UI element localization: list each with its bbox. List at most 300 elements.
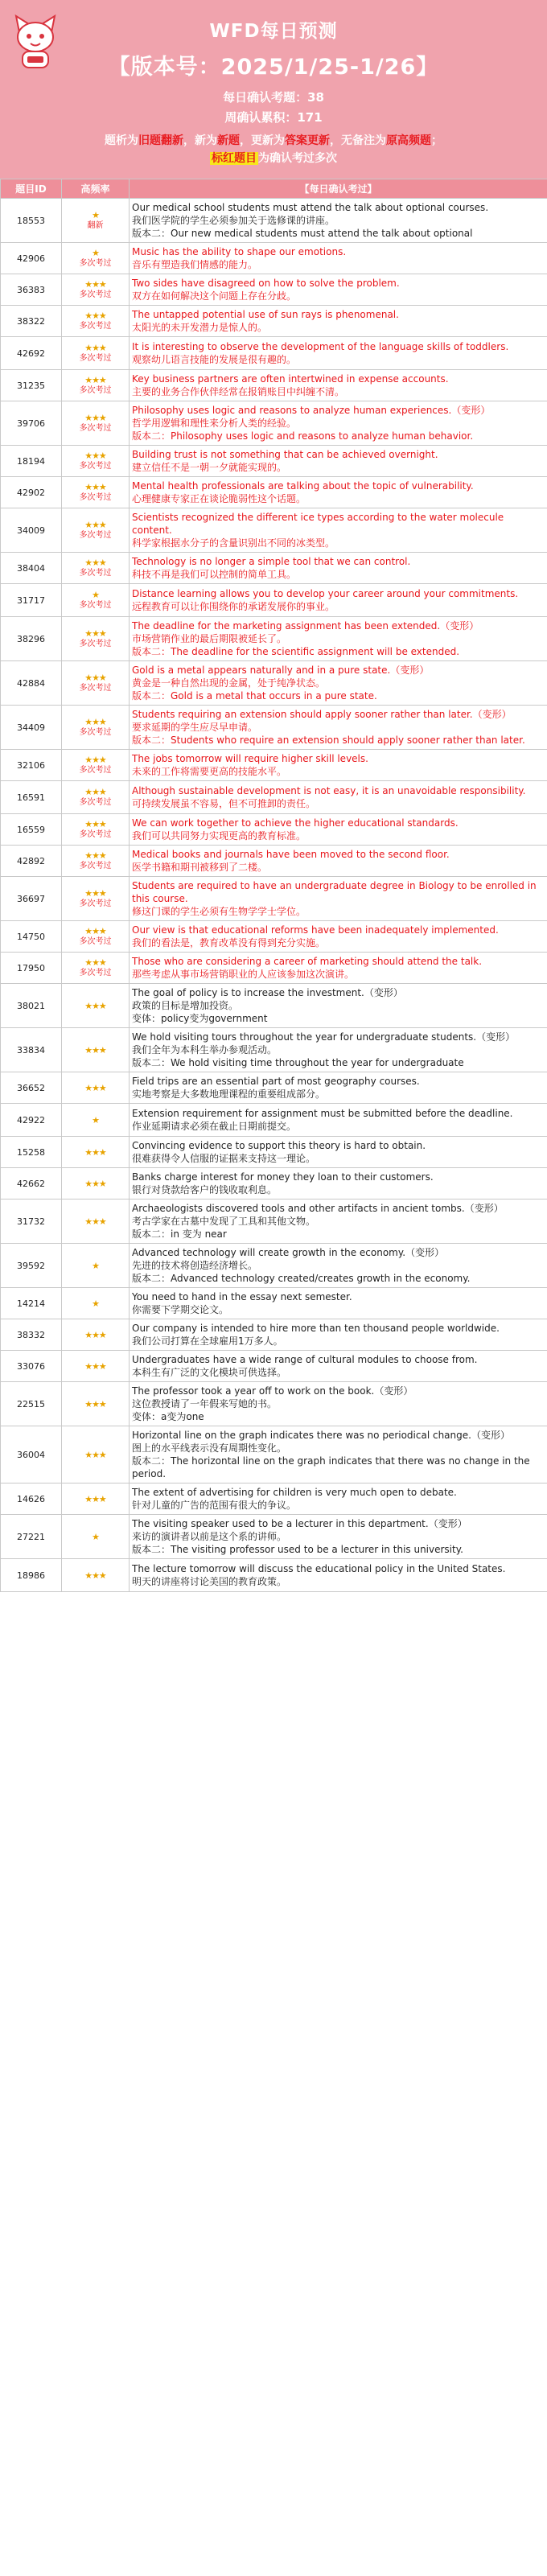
table-row (1, 477, 547, 508)
english-sentence: Extension requirement for assignment must be submitted before the deadline. (132, 1108, 513, 1119)
version-note: 版本二：Our new medical students must attend the talk about optional (132, 228, 473, 239)
sentence-cell (130, 306, 547, 337)
english-sentence: Students are required to have an undergraduate degree in Biology to be enrolled in this course. (132, 880, 537, 904)
question-id: 18553 (1, 199, 62, 243)
frequency-cell (62, 370, 130, 401)
question-id: 36697 (1, 877, 62, 921)
frequency-cell (62, 1028, 130, 1072)
table-row (1, 1382, 547, 1426)
table-row (1, 401, 547, 446)
question-id: 38332 (1, 1319, 62, 1351)
table-body (1, 199, 547, 1592)
sentence-cell (130, 477, 547, 508)
column-header-frequency: 高频率 (62, 179, 130, 199)
table-row (1, 508, 547, 553)
frequency-cell (62, 877, 130, 921)
star-rating: ★ (92, 1260, 99, 1271)
sentence-cell (130, 1200, 547, 1244)
chinese-translation: 我们全年为本科生举办参观活动。 (132, 1044, 278, 1056)
table-row (1, 1168, 547, 1200)
sentence-cell (130, 1072, 547, 1104)
frequency-cell (62, 1288, 130, 1319)
english-sentence: The lecture tomorrow will discuss the educational policy in the United States. (132, 1563, 506, 1574)
english-sentence: Scientists recognized the different ice types according to the water molecule content. (132, 512, 504, 536)
sentence-cell (130, 846, 547, 877)
table-row (1, 199, 547, 243)
english-sentence: The jobs tomorrow will require higher skill levels. (132, 753, 368, 764)
question-id: 38322 (1, 306, 62, 337)
legend-text: 为确认考过多次 (258, 152, 337, 165)
english-sentence: Gold is a metal appears naturally and in a pure state.（变形） (132, 665, 430, 676)
star-rating: ★★★ (84, 1146, 106, 1158)
sentence-cell (130, 617, 547, 661)
chinese-translation: 我们医学院的学生必须参加关于选修课的讲座。 (132, 215, 335, 226)
frequency-label: 多次考过 (79, 322, 112, 331)
frequency-cell (62, 814, 130, 846)
english-sentence: The deadline for the marketing assignment has been extended.（变形） (132, 620, 479, 632)
english-sentence: Mental health professionals are talking about the topic of vulnerability. (132, 480, 474, 492)
chinese-translation: 我们公司打算在全球雇用1万多人。 (132, 1335, 283, 1347)
question-id: 27221 (1, 1515, 62, 1559)
frequency-cell (62, 274, 130, 306)
english-sentence: You need to hand in the essay next semester. (132, 1291, 352, 1302)
star-rating: ★★★ (84, 1329, 106, 1340)
frequency-label: 多次考过 (79, 937, 112, 946)
english-sentence: Medical books and journals have been moved to the second floor. (132, 849, 450, 860)
chinese-translation: 主要的业务合作伙伴经常在报销账目中纠缠不清。 (132, 386, 345, 397)
star-rating: ★★★ (84, 558, 106, 568)
chinese-translation: 针对儿童的广告的范围有很大的争议。 (132, 1500, 297, 1511)
sentence-cell (130, 1483, 547, 1515)
table-row (1, 617, 547, 661)
chinese-translation: 哲学用逻辑和理性来分析人类的经验。 (132, 418, 297, 429)
version-note: 版本二：We hold visiting time throughout the year for undergraduate (132, 1057, 464, 1068)
table-row (1, 1028, 547, 1072)
chinese-translation: 先进的技术将创造经济增长。 (132, 1260, 258, 1271)
question-id: 31235 (1, 370, 62, 401)
question-id: 42662 (1, 1168, 62, 1200)
star-rating: ★★★ (84, 451, 106, 461)
english-sentence: Our company is intended to hire more than ten thousand people worldwide. (132, 1323, 500, 1334)
table-row (1, 1319, 547, 1351)
frequency-label: 多次考过 (79, 569, 112, 578)
legend-text: ，更新为 (240, 134, 285, 147)
frequency-cell (62, 401, 130, 446)
chinese-translation: 政策的目标是增加投资。 (132, 1000, 239, 1011)
star-rating: ★★★ (84, 673, 106, 683)
english-sentence: Key business partners are often intertwined in expense accounts. (132, 373, 449, 385)
frequency-label: 多次考过 (79, 862, 112, 870)
star-rating: ★ (92, 590, 99, 600)
question-id: 34009 (1, 508, 62, 553)
frequency-label: 翻新 (87, 221, 104, 230)
frequency-cell (62, 477, 130, 508)
frequency-cell (62, 1104, 130, 1137)
english-sentence: Convincing evidence to support this theory is hard to obtain. (132, 1140, 426, 1151)
question-id: 42906 (1, 243, 62, 274)
sentence-cell (130, 1104, 547, 1137)
chinese-translation: 音乐有塑造我们情感的能力。 (132, 259, 258, 270)
question-id: 42892 (1, 846, 62, 877)
sentence-cell (130, 1168, 547, 1200)
star-rating: ★★★ (84, 1570, 106, 1581)
chinese-translation: 科技不再是我们可以控制的简单工具。 (132, 569, 297, 580)
table-row (1, 1288, 547, 1319)
star-rating: ★★★ (84, 957, 106, 968)
table-row (1, 921, 547, 953)
question-id: 38021 (1, 984, 62, 1028)
table-row (1, 243, 547, 274)
frequency-cell (62, 1168, 130, 1200)
english-sentence: Distance learning allows you to develop your career around your commitments. (132, 588, 519, 599)
frequency-label: 多次考过 (79, 354, 112, 363)
frequency-cell (62, 846, 130, 877)
chinese-translation: 明天的讲座将讨论美国的教育政策。 (132, 1576, 287, 1587)
chinese-translation: 科学家根据水分子的含量识别出不同的冰类型。 (132, 537, 335, 549)
sentence-cell (130, 781, 547, 814)
question-id: 22515 (1, 1382, 62, 1426)
chinese-translation: 实地考察是大多数地理课程的重要组成部分。 (132, 1088, 326, 1100)
frequency-cell (62, 617, 130, 661)
english-sentence: Technology is no longer a simple tool that we can control. (132, 556, 411, 567)
sentence-cell (130, 1137, 547, 1168)
english-sentence: Philosophy uses logic and reasons to analyze human experiences.（变形） (132, 405, 491, 416)
english-sentence: The extent of advertising for children is very much open to debate. (132, 1487, 457, 1498)
table-row (1, 1351, 547, 1382)
frequency-cell (62, 553, 130, 584)
table-row (1, 1515, 547, 1559)
chinese-translation: 银行对贷款给客户的钱收取利息。 (132, 1184, 278, 1195)
table-row (1, 446, 547, 477)
question-id: 38404 (1, 553, 62, 584)
english-sentence: Two sides have disagreed on how to solve the problem. (132, 278, 400, 289)
sentence-cell (130, 953, 547, 984)
legend-new: 新题 (217, 134, 240, 147)
english-sentence: The professor took a year off to work on the book.（变形） (132, 1385, 413, 1397)
english-sentence: We can work together to achieve the higher educational standards. (132, 817, 459, 829)
question-id: 31732 (1, 1200, 62, 1244)
table-row (1, 1426, 547, 1483)
chinese-translation: 黄金是一种自然出现的金属，处于纯净状态。 (132, 677, 326, 689)
table-row (1, 846, 547, 877)
star-rating: ★★★ (84, 1178, 106, 1189)
english-sentence: Our medical school students must attend the talk about optional courses. (132, 202, 489, 213)
frequency-cell (62, 1483, 130, 1515)
table-header-row (1, 179, 547, 199)
legend-text: 题析为 (105, 134, 138, 147)
english-sentence: Although sustainable development is not easy, it is an unavoidable responsibility. (132, 785, 526, 796)
sentence-cell (130, 1319, 547, 1351)
english-sentence: Building trust is not something that can be achieved overnight. (132, 449, 438, 460)
version-note: 版本二：The visiting professor used to be a lecturer in this university. (132, 1544, 463, 1555)
star-rating: ★ (92, 210, 99, 220)
frequency-label: 多次考过 (79, 684, 112, 693)
frequency-label: 多次考过 (79, 386, 112, 395)
question-id: 39592 (1, 1244, 62, 1288)
chinese-translation: 远程教育可以让你围绕你的承诺发展你的事业。 (132, 601, 335, 612)
sentence-cell (130, 401, 547, 446)
sentence-cell (130, 553, 547, 584)
english-sentence: Students requiring an extension should apply sooner rather than later.（变形） (132, 709, 512, 720)
chinese-translation: 考古学家在古墓中发现了工具和其他文物。 (132, 1216, 316, 1227)
table-row (1, 1137, 547, 1168)
table-row (1, 1072, 547, 1104)
english-sentence: The goal of policy is to increase the investment.（变形） (132, 987, 403, 998)
english-sentence: The visiting speaker used to be a lecturer in this department.（变形） (132, 1518, 467, 1529)
legend-text: ，新为 (183, 134, 217, 147)
frequency-cell (62, 508, 130, 553)
table-row (1, 1483, 547, 1515)
star-rating: ★ (92, 248, 99, 258)
chinese-translation: 你需要下学期交论文。 (132, 1304, 229, 1315)
chinese-translation: 来访的演讲者以前是这个系的讲师。 (132, 1531, 287, 1542)
table-row (1, 553, 547, 584)
legend-updated: 答案更新 (285, 134, 330, 147)
table-row (1, 814, 547, 846)
header (0, 0, 547, 179)
chinese-translation: 建立信任不是一朝一夕就能实现的。 (132, 462, 287, 473)
star-rating: ★★★ (84, 755, 106, 765)
table-row (1, 781, 547, 814)
sentence-cell (130, 1288, 547, 1319)
star-rating: ★★★ (84, 926, 106, 936)
english-sentence: Archaeologists discovered tools and other artifacts in ancient tombs.（变形） (132, 1203, 504, 1214)
star-rating: ★★★ (84, 1000, 106, 1011)
table-row (1, 1559, 547, 1592)
chinese-translation: 可持续发展虽不容易，但不可推卸的责任。 (132, 798, 316, 809)
question-id: 34409 (1, 706, 62, 750)
table-row (1, 953, 547, 984)
sentence-cell (130, 1351, 547, 1382)
star-rating: ★★★ (84, 482, 106, 492)
sentence-cell (130, 243, 547, 274)
frequency-label: 多次考过 (79, 290, 112, 299)
star-rating: ★★★ (84, 311, 106, 321)
weekly-cumulative-count: 周确认累积：171 (224, 110, 323, 125)
pink-mascot-icon (11, 11, 60, 71)
legend-note (0, 132, 547, 167)
table-row (1, 706, 547, 750)
sentence-cell (130, 274, 547, 306)
star-rating: ★ (92, 1531, 99, 1542)
page-title: WFD每日预测 (209, 21, 338, 42)
legend-original-frequent: 原高频题 (386, 134, 431, 147)
question-id: 33076 (1, 1351, 62, 1382)
english-sentence: Field trips are an essential part of most geography courses. (132, 1076, 420, 1087)
english-sentence: Music has the ability to shape our emotions. (132, 246, 347, 257)
question-id: 31717 (1, 584, 62, 617)
sentence-cell (130, 706, 547, 750)
chinese-translation: 这位教授请了一年假来写她的书。 (132, 1398, 278, 1409)
frequency-cell (62, 781, 130, 814)
sentence-cell (130, 584, 547, 617)
star-rating: ★★★ (84, 888, 106, 899)
frequency-cell (62, 584, 130, 617)
english-sentence: The untapped potential use of sun rays is phenomenal. (132, 309, 399, 320)
star-rating: ★★★ (84, 1398, 106, 1409)
star-rating: ★★★ (84, 520, 106, 530)
sentence-cell (130, 1515, 547, 1559)
version-note: 版本二：Students who require an extension should apply sooner rather than later. (132, 735, 525, 746)
frequency-label: 多次考过 (79, 601, 112, 610)
table-row (1, 1200, 547, 1244)
sentence-cell (130, 661, 547, 706)
frequency-label: 多次考过 (79, 766, 112, 775)
table-row (1, 306, 547, 337)
frequency-cell (62, 337, 130, 370)
frequency-label: 多次考过 (79, 798, 112, 807)
question-table (0, 179, 547, 1592)
table-row (1, 584, 547, 617)
chinese-translation: 图上的水平线表示没有周期性变化。 (132, 1442, 287, 1454)
column-header-id: 题目ID (1, 179, 62, 199)
table-row (1, 337, 547, 370)
sentence-cell (130, 446, 547, 477)
version-note: 版本二：Advanced technology created/creates growth in the economy. (132, 1273, 471, 1284)
question-id: 38296 (1, 617, 62, 661)
version-note: 版本二：in 变为 near (132, 1228, 227, 1240)
frequency-cell (62, 1382, 130, 1426)
star-rating: ★★★ (84, 1493, 106, 1504)
table-row (1, 877, 547, 921)
chinese-translation: 本科生有广泛的文化模块可供选择。 (132, 1367, 287, 1378)
frequency-cell (62, 446, 130, 477)
chinese-translation: 那些考虑从事市场营销职业的人应该参加这次演讲。 (132, 969, 355, 980)
chinese-translation: 双方在如何解决这个问题上存在分歧。 (132, 290, 297, 302)
question-id: 15258 (1, 1137, 62, 1168)
sentence-cell (130, 921, 547, 953)
version-note: 变体：policy变为government (132, 1013, 268, 1024)
frequency-label: 多次考过 (79, 493, 112, 502)
frequency-cell (62, 1515, 130, 1559)
frequency-cell (62, 1426, 130, 1483)
star-rating: ★★★ (84, 1449, 106, 1460)
star-rating: ★★★ (84, 819, 106, 829)
question-id: 42692 (1, 337, 62, 370)
version-note: 版本二：The deadline for the scientific assignment will be extended. (132, 646, 460, 657)
table-row (1, 1244, 547, 1288)
sentence-cell (130, 1559, 547, 1592)
english-sentence: Undergraduates have a wide range of cultural modules to choose from. (132, 1354, 478, 1365)
question-id: 14626 (1, 1483, 62, 1515)
sentence-cell (130, 1382, 547, 1426)
star-rating: ★★★ (84, 413, 106, 423)
english-sentence: Banks charge interest for money they loan to their customers. (132, 1171, 434, 1183)
question-id: 36383 (1, 274, 62, 306)
frequency-cell (62, 750, 130, 781)
question-id: 42884 (1, 661, 62, 706)
sentence-cell (130, 508, 547, 553)
chinese-translation: 很难获得令人信服的证据来支持这一理论。 (132, 1153, 316, 1164)
question-id: 16591 (1, 781, 62, 814)
frequency-cell (62, 1319, 130, 1351)
version-note: 版本二：The horizontal line on the graph indicates that there was no change in the period. (132, 1455, 530, 1479)
frequency-label: 多次考过 (79, 640, 112, 648)
frequency-cell (62, 306, 130, 337)
table-row (1, 984, 547, 1028)
star-rating: ★★★ (84, 717, 106, 727)
table-row (1, 750, 547, 781)
star-rating: ★★★ (84, 1360, 106, 1372)
english-sentence: We hold visiting tours throughout the year for undergraduate students.（变形） (132, 1031, 516, 1043)
daily-confirmed-count: 每日确认考题：38 (223, 90, 324, 105)
frequency-label: 多次考过 (79, 259, 112, 268)
frequency-label: 多次考过 (79, 830, 112, 839)
question-id: 42922 (1, 1104, 62, 1137)
legend-text: ； (431, 134, 442, 147)
english-sentence: It is interesting to observe the development of the language skills of toddlers. (132, 341, 509, 352)
version-note: 变体：a变为one (132, 1411, 204, 1422)
frequency-cell (62, 1351, 130, 1382)
chinese-translation: 心理健康专家正在谈论脆弱性这个话题。 (132, 493, 306, 504)
english-sentence: Our view is that educational reforms have been inadequately implemented. (132, 924, 499, 936)
table-row (1, 370, 547, 401)
question-id: 14750 (1, 921, 62, 953)
sentence-cell (130, 750, 547, 781)
question-id: 39706 (1, 401, 62, 446)
frequency-cell (62, 1137, 130, 1168)
english-sentence: Advanced technology will create growth in the economy.（变形） (132, 1247, 445, 1258)
frequency-cell (62, 243, 130, 274)
sentence-cell (130, 814, 547, 846)
table-row (1, 661, 547, 706)
frequency-label: 多次考过 (79, 899, 112, 908)
frequency-label: 多次考过 (79, 531, 112, 540)
star-rating: ★★★ (84, 1216, 106, 1227)
star-rating: ★★★ (84, 343, 106, 353)
frequency-cell (62, 1072, 130, 1104)
frequency-cell (62, 706, 130, 750)
frequency-cell (62, 953, 130, 984)
frequency-cell (62, 984, 130, 1028)
star-rating: ★ (92, 1298, 99, 1309)
sentence-cell (130, 1426, 547, 1483)
chinese-translation: 要求延期的学生应尽早申请。 (132, 722, 258, 733)
star-rating: ★★★ (84, 628, 106, 639)
sentence-cell (130, 1028, 547, 1072)
star-rating: ★★★ (84, 787, 106, 797)
sentence-cell (130, 877, 547, 921)
version-note: 版本二：Gold is a metal that occurs in a pure state. (132, 690, 377, 702)
chinese-translation: 太阳光的未开发潜力是惊人的。 (132, 322, 268, 333)
question-id: 42902 (1, 477, 62, 508)
star-rating: ★★★ (84, 1044, 106, 1056)
question-id: 36652 (1, 1072, 62, 1104)
table-row (1, 1104, 547, 1137)
question-id: 18986 (1, 1559, 62, 1592)
frequency-label: 多次考过 (79, 969, 112, 977)
legend-old-renewed: 旧题翻新 (138, 134, 183, 147)
frequency-label: 多次考过 (79, 424, 112, 433)
chinese-translation: 作业延期请求必须在截止日期前提交。 (132, 1121, 297, 1132)
column-header-content: 【每日确认考过】 (130, 179, 547, 199)
sentence-cell (130, 337, 547, 370)
chinese-translation: 我们的看法是，教育改革没有得到充分实施。 (132, 937, 326, 949)
legend-red-marked: 标红题目 (212, 152, 257, 165)
frequency-cell (62, 921, 130, 953)
frequency-cell (62, 661, 130, 706)
sentence-cell (130, 984, 547, 1028)
sentence-cell (130, 370, 547, 401)
sentence-cell (130, 199, 547, 243)
frequency-cell (62, 1559, 130, 1592)
frequency-cell (62, 199, 130, 243)
question-id: 32106 (1, 750, 62, 781)
table-row (1, 274, 547, 306)
chinese-translation: 医学书籍和期刊被移到了二楼。 (132, 862, 268, 873)
chinese-translation: 未来的工作将需要更高的技能水平。 (132, 766, 287, 777)
question-id: 17950 (1, 953, 62, 984)
